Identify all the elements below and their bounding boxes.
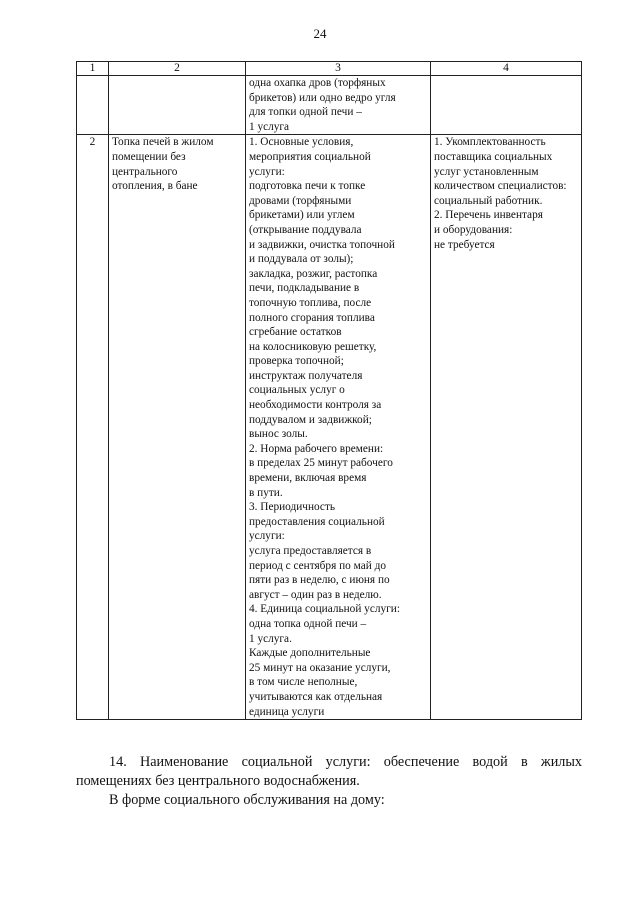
cell-text-line: 2. Перечень инвентаря [434, 209, 543, 222]
cell-text-line: в пределах 25 минут рабочего [249, 457, 393, 470]
cell-text-line: предоставления социальной [249, 515, 385, 528]
cell-text-line: 2. Норма рабочего времени: [249, 442, 384, 455]
cell-text-line: печи, подкладывание в [249, 282, 360, 295]
cell-text-line: услуги: [249, 530, 285, 543]
cell-text-line: 4. Единица социальной услуги: [249, 603, 400, 616]
cell-text-line: отопления, в бане [112, 180, 198, 193]
cell-requirements [431, 76, 582, 135]
cell-text-line: и задвижки, очистка топочной [249, 238, 395, 251]
cell-text-line: услуг установленным [434, 165, 539, 178]
header-col-4: 4 [431, 62, 582, 76]
cell-text-line: полного сгорания топлива [249, 311, 375, 324]
header-col-2: 2 [109, 62, 246, 76]
cell-text-line: вынос золы. [249, 428, 308, 441]
table-header-row [77, 62, 582, 76]
cell-text-line: поставщика социальных [434, 150, 553, 163]
cell-text-line: закладка, розжиг, растопка [249, 267, 378, 280]
cell-text-line: одна топка одной печи – [249, 617, 367, 630]
header-col-3: 3 [246, 62, 431, 76]
cell-number: 2 [77, 135, 109, 720]
page-number: 24 [313, 26, 327, 41]
cell-text-line: поддувалом и задвижкой; [249, 413, 372, 426]
cell-text-line: единица услуги [249, 705, 325, 718]
cell-text-line: пяти раз в неделю, с июня по [249, 574, 390, 587]
table-row-continuation [77, 76, 582, 135]
cell-text-line: 1. Укомплектованность [434, 136, 546, 149]
header-col-1: 1 [77, 62, 109, 76]
cell-text-line: подготовка печи к топке [249, 180, 366, 193]
service-form-line: В форме социального обслуживания на дому: [109, 792, 385, 808]
cell-text-line: и поддувала от золы); [249, 253, 354, 266]
cell-text-line: 1 услуга. [249, 632, 292, 645]
cell-conditions [246, 76, 431, 135]
cell-text-line: не требуется [434, 238, 495, 251]
cell-text-line: брикетов) или одно ведро угля [249, 91, 396, 104]
cell-text-line: Каждые дополнительные [249, 647, 371, 660]
cell-text-line: (открывание поддувала [249, 223, 362, 236]
cell-text-line: услуги: [249, 165, 285, 178]
cell-text-line: в пути. [249, 486, 283, 499]
cell-text-line: мероприятия социальной [249, 150, 371, 163]
cell-text-line: и оборудования: [434, 223, 513, 236]
cell-text-line: 3. Периодичность [249, 501, 336, 514]
cell-text-line: Топка печей в жилом [112, 136, 214, 149]
services-table [76, 61, 582, 720]
cell-text-line: 1 услуга [249, 120, 290, 133]
cell-text-line: топочную топлива, после [249, 296, 372, 309]
cell-text-line: на колосниковую решетку, [249, 340, 377, 353]
cell-text-line: 1. Основные условия, [249, 136, 354, 149]
cell-text-line: социальный работник. [434, 194, 543, 207]
cell-text-line: брикетами) или углем [249, 209, 355, 222]
cell-text-line: инструктаж получателя [249, 369, 363, 382]
cell-text-line: одна охапка дров (торфяных [249, 77, 386, 89]
cell-text-line: сгребание остатков [249, 326, 342, 339]
cell-text-line: количеством специалистов: [434, 180, 567, 193]
cell-text-line: 25 минут на оказание услуги, [249, 661, 391, 674]
cell-service-name [109, 76, 246, 135]
cell-number [77, 76, 109, 135]
cell-text-line: времени, включая время [249, 472, 367, 485]
cell-text-line: услуга предоставляется в [249, 545, 372, 557]
cell-text-line: центрального [112, 165, 178, 178]
cell-text-line: проверка топочной; [249, 355, 344, 368]
cell-text-line: в том числе неполные, [249, 676, 358, 689]
cell-text-line: август – один раз в неделю. [249, 588, 382, 601]
cell-text-line: дровами (торфяными [249, 194, 352, 207]
cell-text-line: помещении без [112, 150, 186, 163]
cell-text-line: социальных услуг о [249, 384, 345, 397]
cell-text-line: учитываются как отдельная [249, 690, 383, 703]
document-footer [76, 753, 582, 810]
cell-text-line: необходимости контроля за [249, 399, 382, 412]
table-row [77, 135, 582, 720]
cell-service-name [109, 135, 246, 720]
cell-requirements [431, 135, 582, 720]
cell-conditions [246, 135, 431, 720]
cell-text-line: для топки одной печи – [249, 106, 362, 119]
cell-text-line: период с сентября по май до [249, 559, 386, 572]
section-14-paragraph: 14. Наименование социальной услуги: обеспечение водой в жилых помещениях без центрального водоснабжения. [76, 754, 582, 789]
